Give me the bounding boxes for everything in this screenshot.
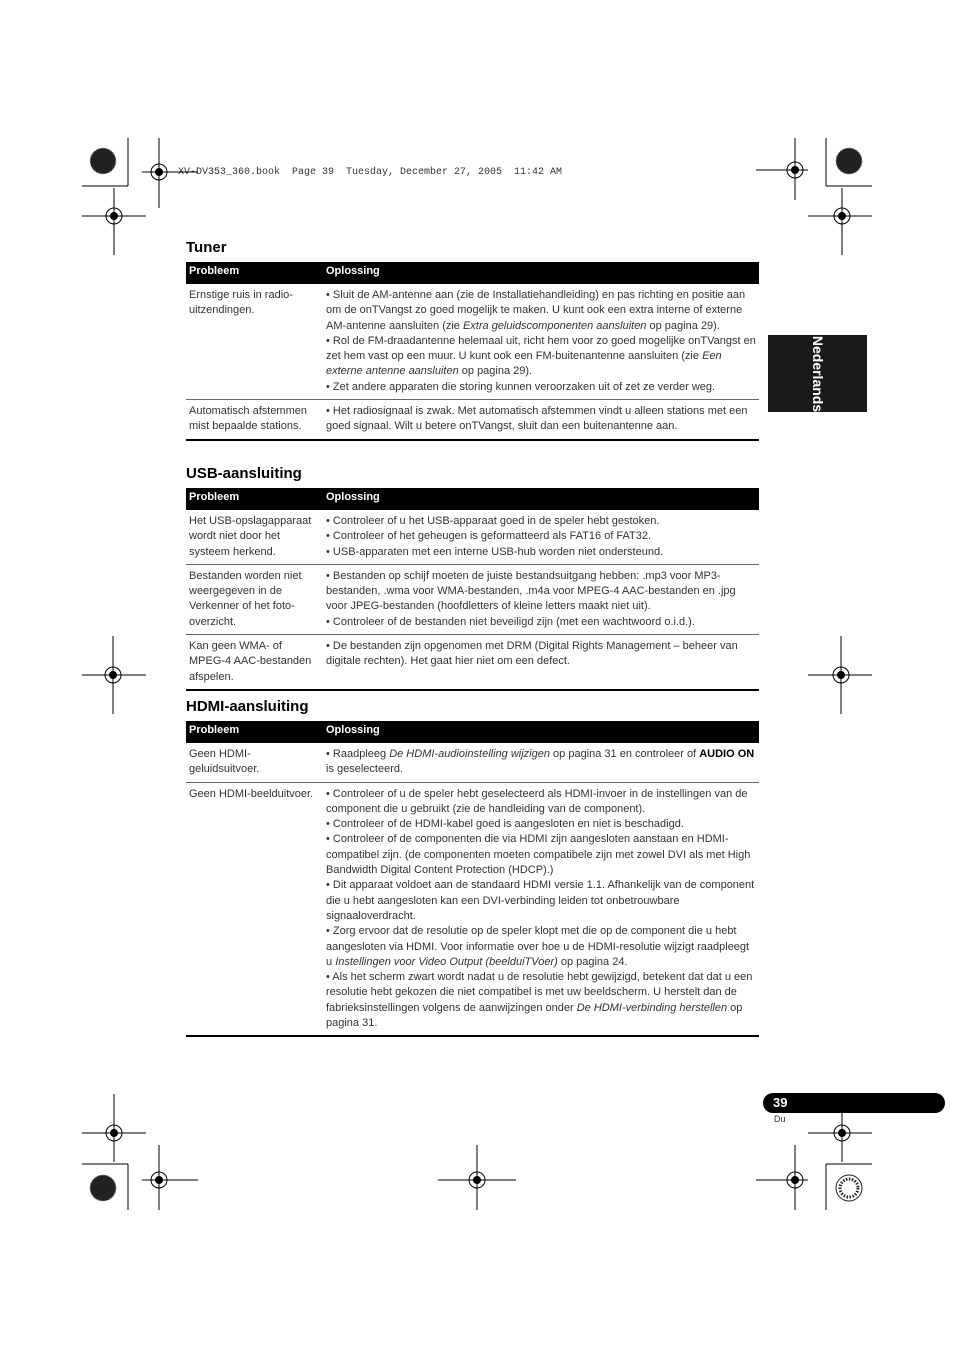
problem-cell: Kan geen WMA- of MPEG-4 AAC-bestanden afspelen. — [186, 635, 323, 690]
column-header-solution: Oplossing — [323, 721, 759, 743]
solution-text: • Controleer of de HDMI-kabel goed is aangesloten en niet is beschadigd. — [326, 818, 684, 831]
table-usb — [186, 488, 759, 691]
solution-text: is geselecteerd. — [326, 763, 404, 776]
solution-text: op pagina 29). — [646, 319, 720, 332]
solution-text: De HDMI-audioinstelling wijzigen — [389, 748, 550, 760]
solution-text: • Controleer of de componenten die via HDMI zijn aangesloten aanstaan en HDMI-compatibel zijn. (de componenten moeten compatibele zijn met zowel DVI als met High Bandwidth Digital Content Protection (HDCP).) — [326, 833, 751, 877]
solution-text: De HDMI-verbinding herstellen — [576, 1001, 728, 1014]
solution-cell — [323, 400, 759, 440]
table-tuner — [186, 262, 759, 441]
problem-cell: Het USB-opslagapparaat wordt niet door het systeem herkend. — [186, 510, 323, 564]
solution-text: • Controleer of de bestanden niet beveiligd zijn (met een wachtwoord o.i.d.). — [326, 615, 695, 628]
solution-text: • Controleer of u het USB-apparaat goed in de speler hebt gestoken. — [326, 515, 660, 527]
solution-item — [326, 639, 756, 670]
solution-text: op pagina 29). — [458, 365, 533, 378]
solution-text: • Als het scherm zwart wordt nadat u de resolutie hebt gewijzigd, betekent dat dat u een resolutie hebt gekozen die niet compatibel is met uw beeldscherm. U herstelt dan de fabrieksinstellingen volgens de aanwijzingen onder — [326, 971, 753, 1014]
column-header-solution: Oplossing — [323, 262, 759, 284]
problem-cell: Geen HDMI-beelduitvoer. — [186, 782, 323, 1036]
solution-text: Instellingen voor Video Output (beelduiTVoer) — [335, 955, 558, 968]
solution-cell — [323, 743, 759, 782]
solution-cell — [323, 284, 759, 400]
solution-text: • Controleer of u de speler hebt geselecteerd als HDMI-invoer in de instellingen van de component die u gebruikt (zie de handleiding van de component). — [326, 787, 748, 815]
solution-item — [326, 747, 756, 778]
solution-item — [326, 832, 756, 878]
problem-cell: Automatisch afstemmen mist bepaalde stations. — [186, 400, 323, 440]
solution-text: • Sluit de AM-antenne aan (zie de Installatiehandleiding) en pas richting en positie aan om de onTVangst zo goed mogelijk te maken. U kunt ook een extra interne of externe AM-antenne aansluiten (zie — [326, 289, 746, 332]
page-language-code: Du — [774, 1114, 786, 1124]
solution-item — [326, 529, 756, 544]
solution-text: • De bestanden zijn opgenomen met DRM (Digital Rights Management – beheer van digitale rechten). Het gaat hier niet om een defect. — [326, 640, 738, 668]
table-row — [186, 400, 759, 440]
solution-item — [326, 380, 756, 395]
page-number-pill — [763, 1093, 945, 1113]
solution-item — [326, 924, 756, 970]
solution-item — [326, 615, 756, 630]
solution-cell — [323, 510, 759, 564]
solution-text: • Bestanden op schijf moeten de juiste bestandsuitgang hebben: .mp3 voor MP3-bestanden, .wma voor WMA-bestanden, .m4a voor MPEG-4 AAC-bestanden en .jpg voor JPEG-bestanden (hoofdletters of kleine letters maakt niet uit). — [326, 569, 736, 613]
solution-text: op pagina 31 en controleer of — [549, 748, 700, 760]
solution-item — [326, 787, 756, 818]
solution-item — [326, 545, 756, 560]
solution-text: • Het radiosignaal is zwak. Met automatisch afstemmen vindt u alleen stations met een goed signaal. Wilt u betere onTVangst, sluit dan een buitenantenne aan. — [326, 405, 748, 433]
solution-item — [326, 878, 756, 924]
solution-text: • Zorg ervoor dat de resolutie op de speler klopt met die op de component die u hebt aangesloten via HDMI. Voor informatie over hoe u de HDMI-resolutie wijzigt raadpleegt u — [326, 925, 750, 968]
print-header: XV-DV353_360.book Page 39 Tuesday, December 27, 2005 11:42 AM — [178, 167, 563, 178]
problem-cell: Geen HDMI-geluidsuitvoer. — [186, 743, 323, 782]
table-row — [186, 743, 759, 782]
solution-text: • Dit apparaat voldoet aan de standaard HDMI versie 1.1. Afhankelijk van de component die u hebt aangesloten kan een DVI-verbinding leiden tot onbetrouwbare signaaloverdracht. — [326, 879, 755, 922]
solution-text: op pagina 31. — [326, 1001, 743, 1030]
solution-cell — [323, 635, 759, 690]
section-title-hdmi: HDMI-aansluiting — [186, 698, 309, 715]
solution-item — [326, 817, 756, 832]
column-header-problem: Probleem — [186, 488, 323, 510]
table-row — [186, 284, 759, 400]
solution-cell — [323, 782, 759, 1036]
page-number: 39 — [773, 1095, 788, 1110]
solution-text: • USB-apparaten met een interne USB-hub worden niet ondersteund. — [326, 545, 664, 558]
table-row — [186, 564, 759, 634]
solution-text: • Rol de FM-draadantenne helemaal uit, richt hem voor zo goed mogelijke onTVangst en zet hem vast op een muur. U kunt ook een FM-buitenantenne aansluiten (zie — [326, 334, 756, 363]
column-header-problem: Probleem — [186, 721, 323, 743]
solution-item — [326, 404, 756, 435]
solution-text: Een externe antenne aansluiten — [326, 350, 722, 378]
solution-item — [326, 514, 756, 529]
section-title-tuner: Tuner — [186, 239, 227, 256]
column-header-problem: Probleem — [186, 262, 323, 284]
solution-item — [326, 334, 756, 380]
column-header-solution: Oplossing — [323, 488, 759, 510]
solution-item — [326, 288, 756, 334]
table-row — [186, 782, 759, 1036]
solution-text: Extra geluidscomponenten aansluiten — [462, 319, 647, 332]
solution-text: op pagina 24. — [557, 955, 628, 968]
solution-cell — [323, 564, 759, 634]
table-hdmi — [186, 721, 759, 1037]
solution-text: • Controleer of het geheugen is geformatteerd als FAT16 of FAT32. — [326, 530, 652, 543]
solution-text: • Raadpleeg — [326, 748, 390, 760]
solution-text: AUDIO ON — [699, 748, 755, 760]
problem-cell: Ernstige ruis in radio-uitzendingen. — [186, 284, 323, 400]
table-row — [186, 510, 759, 564]
table-row — [186, 635, 759, 690]
solution-item — [326, 970, 756, 1031]
language-tab-label: Nederlands — [809, 335, 826, 412]
section-title-usb: USB-aansluiting — [186, 465, 302, 482]
problem-cell: Bestanden worden niet weergegeven in de Verkenner of het foto-overzicht. — [186, 564, 323, 634]
language-tab — [768, 335, 867, 412]
solution-text: • Zet andere apparaten die storing kunnen veroorzaken uit of zet ze verder weg. — [326, 380, 716, 393]
solution-item — [326, 569, 756, 615]
